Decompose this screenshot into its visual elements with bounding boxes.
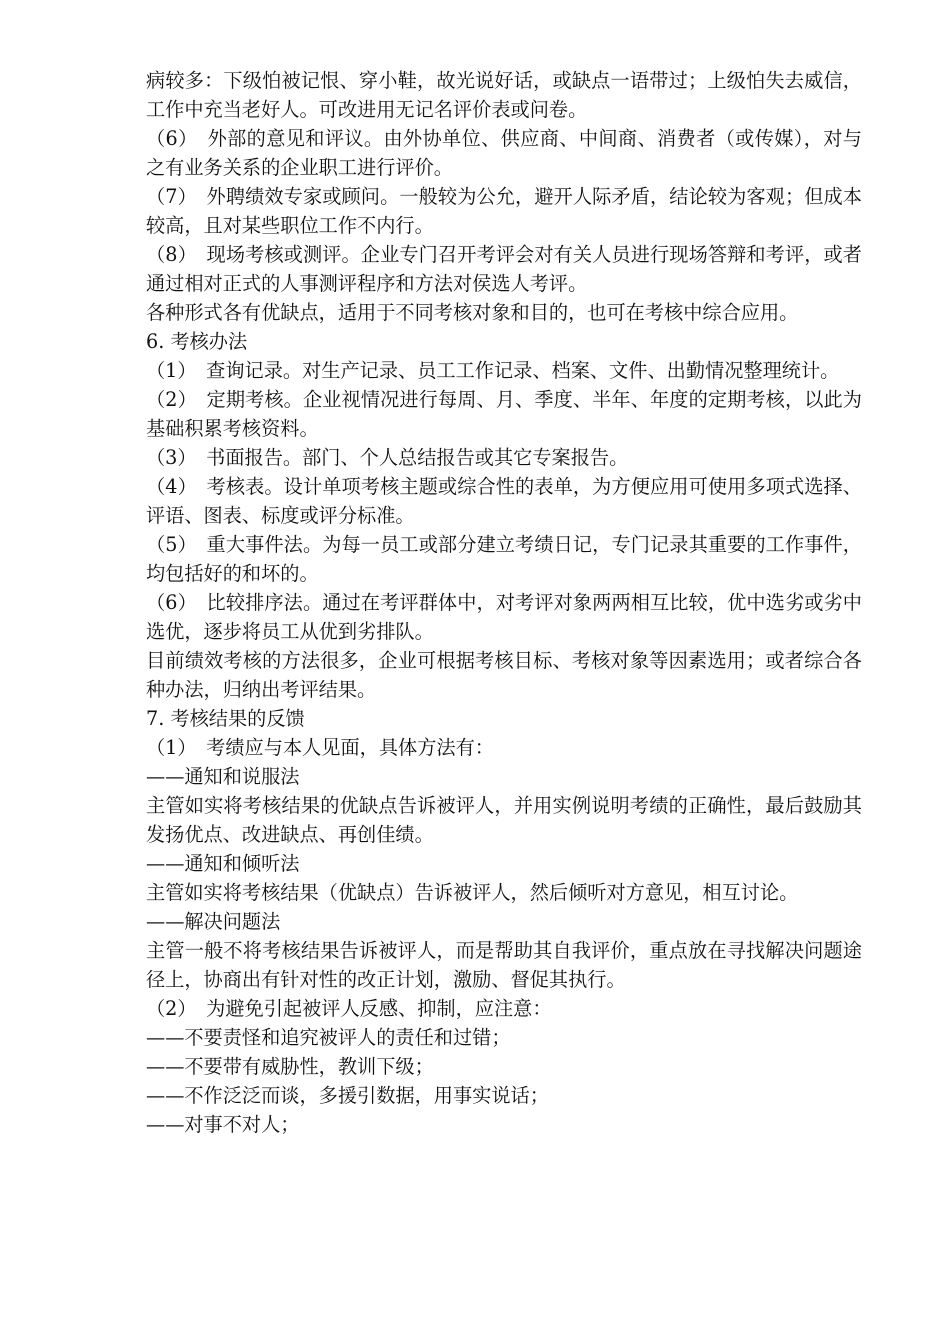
paragraph-forms-summary: 各种形式各有优缺点，适用于不同考核对象和目的，也可在考核中综合应用。 xyxy=(146,301,799,324)
caution-issue-not-person: ——对事不对人； xyxy=(146,1113,300,1136)
item-written-report: （3） 书面报告。部门、个人总结报告或其它专案报告。 xyxy=(146,446,629,469)
subheading-tell-and-sell: ——通知和说服法 xyxy=(146,765,300,788)
item-onsite-assessment: （8） 现场考核或测评。企业专门召开考评会对有关人员进行现场答辩和考评，或者通过相对正式的人事测评程序和方法对侯选人考评。 xyxy=(146,243,862,295)
item-cautions: （2） 为避免引起被评人反感、抑制，应注意： xyxy=(146,997,552,1020)
subheading-tell-and-listen: ——通知和倾听法 xyxy=(146,852,300,875)
subheading-problem-solving: ——解决问题法 xyxy=(146,910,281,933)
item-periodic-assessment: （2） 定期考核。企业视情况进行每周、月、季度、半年、年度的定期考核，以此为基础积累考核资料。 xyxy=(146,388,862,440)
item-feedback-meeting: （1） 考绩应与本人见面，具体方法有： xyxy=(146,736,494,759)
paragraph-peer-review-issues: 病较多：下级怕被记恨、穿小鞋，故光说好话，或缺点一语带过；上级怕失去威信，工作中充当老好人。可改进用无记名评价表或问卷。 xyxy=(146,69,862,121)
document-page xyxy=(146,66,862,1139)
caution-no-blame: ——不要责怪和追究被评人的责任和过错； xyxy=(146,1026,511,1049)
section-heading-feedback: 7. 考核结果的反馈 xyxy=(146,707,305,730)
caution-use-facts: ——不作泛泛而谈，多援引数据，用事实说话； xyxy=(146,1084,549,1107)
paragraph-tell-and-sell: 主管如实将考核结果的优缺点告诉被评人，并用实例说明考绩的正确性，最后鼓励其发扬优点、改进缺点、再创佳绩。 xyxy=(146,794,862,846)
section-heading-assessment-methods: 6. 考核办法 xyxy=(146,330,248,353)
item-external-expert: （7） 外聘绩效专家或顾问。一般较为公允，避开人际矛盾，结论较为客观；但成本较高，且对某些职位工作不内行。 xyxy=(146,185,862,237)
paragraph-tell-and-listen: 主管如实将考核结果（优缺点）告诉被评人，然后倾听对方意见，相互讨论。 xyxy=(146,881,799,904)
item-assessment-form: （4） 考核表。设计单项考核主题或综合性的表单，为方便应用可使用多项式选择、评语、图表、标度或评分标准。 xyxy=(146,475,862,527)
item-paired-ranking: （6） 比较排序法。通过在考评群体中，对考评对象两两相互比较，优中选劣或劣中选优，逐步将员工从优到劣排队。 xyxy=(146,591,862,643)
item-query-records: （1） 查询记录。对生产记录、员工工作记录、档案、文件、出勤情况整理统计。 xyxy=(146,359,840,382)
item-external-opinion: （6） 外部的意见和评议。由外协单位、供应商、中间商、消费者（或传媒），对与之有业务关系的企业职工进行评价。 xyxy=(146,127,862,179)
paragraph-methods-summary: 目前绩效考核的方法很多，企业可根据考核目标、考核对象等因素选用；或者综合各种办法，归纳出考评结果。 xyxy=(146,649,862,701)
paragraph-problem-solving: 主管一般不将考核结果告诉被评人，而是帮助其自我评价，重点放在寻找解决问题途径上，协商出有针对性的改正计划，激励、督促其执行。 xyxy=(146,939,862,991)
item-critical-incident: （5） 重大事件法。为每一员工或部分建立考绩日记，专门记录其重要的工作事件，均包括好的和坏的。 xyxy=(146,533,862,585)
caution-no-threat: ——不要带有威胁性，教训下级； xyxy=(146,1055,434,1078)
